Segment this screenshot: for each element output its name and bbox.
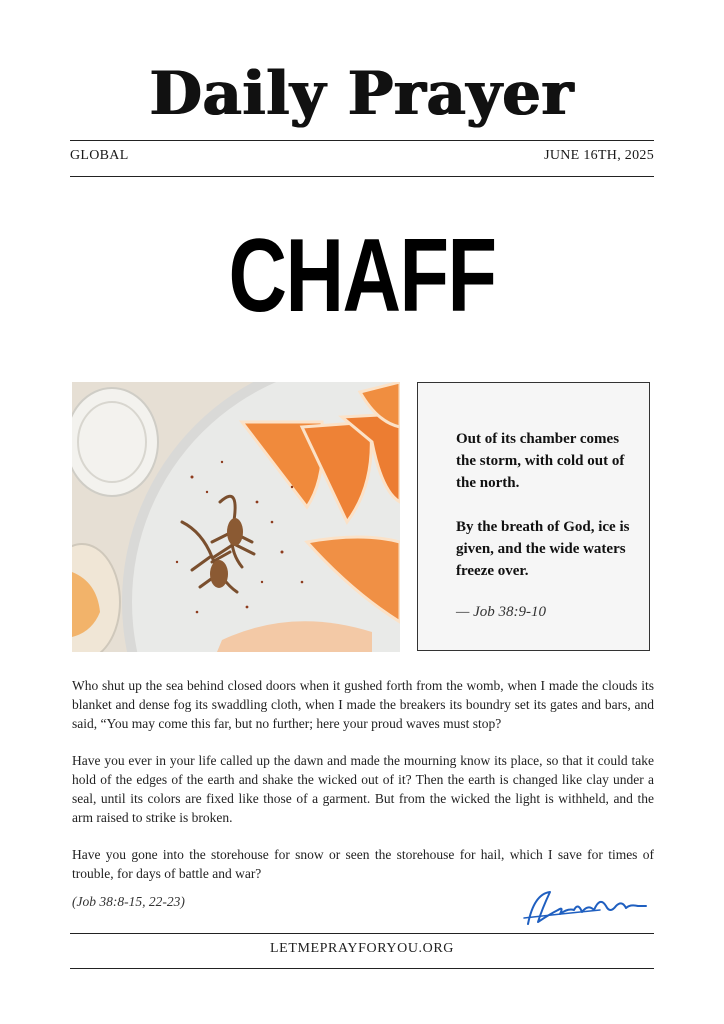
scripture-reference: (Job 38:8-15, 22-23) (72, 894, 185, 909)
footer-rule-bottom (70, 968, 654, 969)
quote-stanza-1: Out of its chamber comes the storm, with cold out of the north. (456, 431, 625, 491)
website-link[interactable]: LETMEPRAYFORYOU.ORG (270, 941, 454, 956)
headline: CHAFF (228, 218, 496, 334)
masthead-title: Daily Prayer (149, 59, 575, 129)
signature (520, 884, 650, 930)
scripture-quote-box (417, 382, 650, 651)
body-paragraph-1: Who shut up the sea behind closed doors when it gushed forth from the womb, when I made the clouds its blanket and dense fog its swaddling cloth, when I made the breakers its boundry set its gates and bars, and said, “You may come this far, but no further; here your proud waves must stop? (72, 678, 654, 731)
quote-text (456, 428, 636, 604)
body-text (72, 676, 654, 901)
body-paragraph-2: Have you ever in your life called up the dawn and made the mourning know its place, so that it could take hold of the edges of the earth and shake the wicked out of it? Then the earth is changed like clay under a seal, until its colors are fixed like those of a garment. But from the wicked the light is withheld, and the arm raised to strike is broken. (72, 753, 654, 825)
footer-rule-top (70, 933, 654, 934)
quote-citation: — Job 38:9-10 (456, 604, 546, 620)
food-photo (72, 382, 400, 652)
header-rule-top (70, 140, 654, 141)
quote-stanza-2: By the breath of God, ice is given, and the wide waters freeze over. (456, 519, 630, 579)
region-label: GLOBAL (70, 148, 129, 163)
body-paragraph-3: Have you gone into the storehouse for snow or seen the storehouse for hail, which I save for times of trouble, for days of battle and war? (72, 847, 654, 881)
date-label: JUNE 16TH, 2025 (544, 148, 654, 163)
header-rule-bottom (70, 176, 654, 177)
